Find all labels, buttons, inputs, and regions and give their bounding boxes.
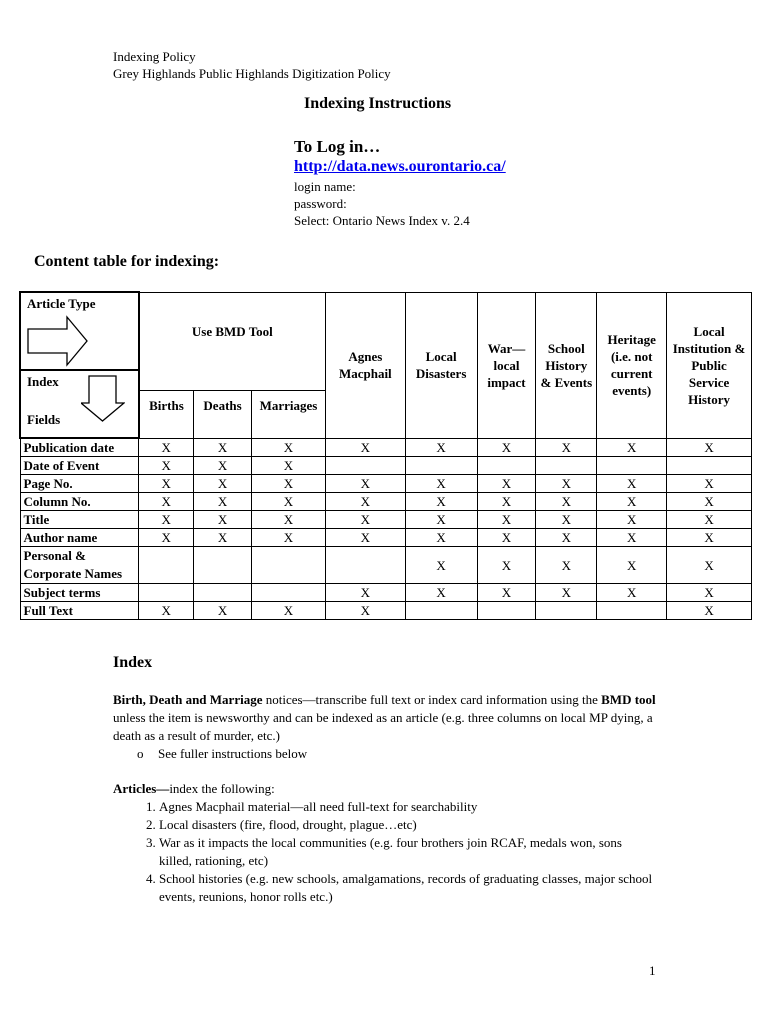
row-label: Personal & Corporate Names [20,547,139,584]
col-header-marriages: Marriages [252,390,326,438]
header-line-2: Grey Highlands Public Highlands Digitization Policy [113,66,391,81]
bmd-tool-term: BMD tool [601,692,656,707]
table-cell [325,457,405,475]
table-corner-cell [20,292,139,438]
list-item: 1. Agnes Macphail material—all need full-text for searchability [159,798,658,816]
table-cell: X [597,529,667,547]
table-cell: X [252,457,326,475]
table-cell: X [597,584,667,602]
list-item: 3. War as it impacts the local communities (e.g. four brothers join RCAF, medals won, sons killed, rationing, etc) [159,834,658,870]
row-label: Author name [20,529,139,547]
table-header-row-1 [20,292,752,390]
bullet-marker: o [137,746,144,761]
table-cell: X [536,547,597,584]
table-cell: X [194,529,252,547]
table-cell: X [667,475,752,493]
table-cell: X [252,438,326,457]
table-row [20,457,752,475]
table-cell: X [139,493,194,511]
table-cell: X [597,511,667,529]
table-cell: X [667,602,752,620]
corner-fields: Fields [27,412,61,427]
bmd-text-1: notices—transcribe full text or index card information using the [262,692,602,707]
table-cell: X [477,475,536,493]
table-body [20,438,752,620]
row-label: Date of Event [20,457,139,475]
table-cell: X [325,475,405,493]
table-cell: X [252,602,326,620]
table-cell [405,602,477,620]
table-cell [597,602,667,620]
table-cell: X [477,438,536,457]
table-cell: X [405,438,477,457]
table-cell: X [139,511,194,529]
doc-header [113,48,391,82]
table-cell: X [536,438,597,457]
table-cell [194,584,252,602]
table-cell: X [194,457,252,475]
table-cell: X [405,511,477,529]
table-cell: X [667,438,752,457]
table-cell: X [325,511,405,529]
table-cell: X [667,493,752,511]
table-cell: X [597,438,667,457]
table-cell: X [405,529,477,547]
col-header-local-disasters: Local Disasters [405,292,477,438]
table-cell: X [597,493,667,511]
table-cell [325,547,405,584]
table-cell: X [325,584,405,602]
table-cell: X [477,529,536,547]
articles-text: index the following: [169,781,275,796]
login-block [294,137,506,229]
row-label: Full Text [20,602,139,620]
table-cell [405,457,477,475]
col-header-births: Births [139,390,194,438]
indexing-content-table [19,291,752,620]
table-cell [252,584,326,602]
table-cell [667,457,752,475]
table-row [20,547,752,584]
table-cell: X [536,584,597,602]
table-cell: X [194,438,252,457]
row-label: Column No. [20,493,139,511]
corner-article-type: Article Type [27,296,96,311]
bmd-paragraph [113,691,658,745]
corner-divider [21,369,138,371]
bmd-bold-term: Birth, Death and Marriage [113,692,263,707]
table-cell: X [325,529,405,547]
table-cell: X [194,493,252,511]
table-cell: X [405,475,477,493]
articles-list-container [113,798,658,906]
table-cell: X [194,475,252,493]
table-cell: X [405,493,477,511]
list-item: 4. School histories (e.g. new schools, amalgamations, records of graduating classes, major school events, reunions, honor rolls etc.) [159,870,658,906]
table-cell: X [597,475,667,493]
table-cell [536,457,597,475]
select-instruction: Select: Ontario News Index v. 2.4 [294,213,470,228]
table-cell: X [252,511,326,529]
list-item: 2. Local disasters (fire, flood, drought, plague…etc) [159,816,658,834]
bullet-text: See fuller instructions below [158,746,308,761]
table-row [20,602,752,620]
corner-index: Index [27,374,59,389]
table-cell: X [477,493,536,511]
col-header-war-local-impact: War— local impact [477,292,536,438]
table-cell: X [477,511,536,529]
table-row [20,493,752,511]
table-cell: X [405,584,477,602]
table-cell [477,457,536,475]
bmd-text-2: unless the item is newsworthy and can be indexed as an article (e.g. three columns on local MP dying, a death as a result of murder, etc.) [113,710,653,743]
table-cell [194,547,252,584]
table-cell: X [597,547,667,584]
login-name-label: login name: [294,179,356,194]
table-cell: X [536,493,597,511]
table-cell: X [667,511,752,529]
table-cell: X [667,547,752,584]
articles-bold-term: Articles— [113,781,170,796]
table-row [20,529,752,547]
table-cell: X [139,457,194,475]
table-cell: X [252,475,326,493]
table-row [20,511,752,529]
table-cell: X [139,529,194,547]
table-cell [536,602,597,620]
table-row [20,584,752,602]
page-number: 1 [649,963,656,978]
col-header-local-institution: Local Institution & Public Service History [667,292,752,438]
content-table-heading: Content table for indexing: [34,253,220,270]
table-cell: X [252,529,326,547]
table-cell: X [139,438,194,457]
bmd-group-header: Use BMD Tool [139,292,326,390]
table-cell: X [325,602,405,620]
table-cell: X [477,584,536,602]
login-heading: To Log in… [294,137,381,156]
table-cell: X [536,475,597,493]
col-header-agnes-macphail: Agnes Macphail [325,292,405,438]
table-cell: X [194,511,252,529]
table-cell: X [405,547,477,584]
row-label: Page No. [20,475,139,493]
page-title: Indexing Instructions [304,95,452,112]
login-url-link[interactable]: http://data.news.ourontario.ca/ [294,158,506,175]
table-row [20,438,752,457]
table-cell: X [477,547,536,584]
row-label: Title [20,511,139,529]
index-heading: Index [113,654,153,671]
table-cell: X [667,529,752,547]
header-line-1: Indexing Policy [113,49,196,64]
table-cell: X [325,493,405,511]
table-row [20,475,752,493]
password-label: password: [294,196,347,211]
table-cell [252,547,326,584]
table-cell [597,457,667,475]
articles-list [113,798,658,906]
table-cell: X [667,584,752,602]
table-cell: X [252,493,326,511]
col-header-deaths: Deaths [194,390,252,438]
table-cell [139,584,194,602]
row-label: Publication date [20,438,139,457]
bullet-list-item [137,745,307,763]
table-cell [477,602,536,620]
col-header-school-history: School History & Events [536,292,597,438]
down-arrow-icon [81,375,125,423]
table-cell: X [536,529,597,547]
right-arrow-icon [27,315,89,367]
table-cell: X [325,438,405,457]
table-cell: X [139,475,194,493]
table-cell: X [194,602,252,620]
row-label: Subject terms [20,584,139,602]
table-cell: X [536,511,597,529]
table-cell: X [139,602,194,620]
articles-intro [113,780,275,798]
table-cell [139,547,194,584]
col-header-heritage: Heritage (i.e. not current events) [597,292,667,438]
